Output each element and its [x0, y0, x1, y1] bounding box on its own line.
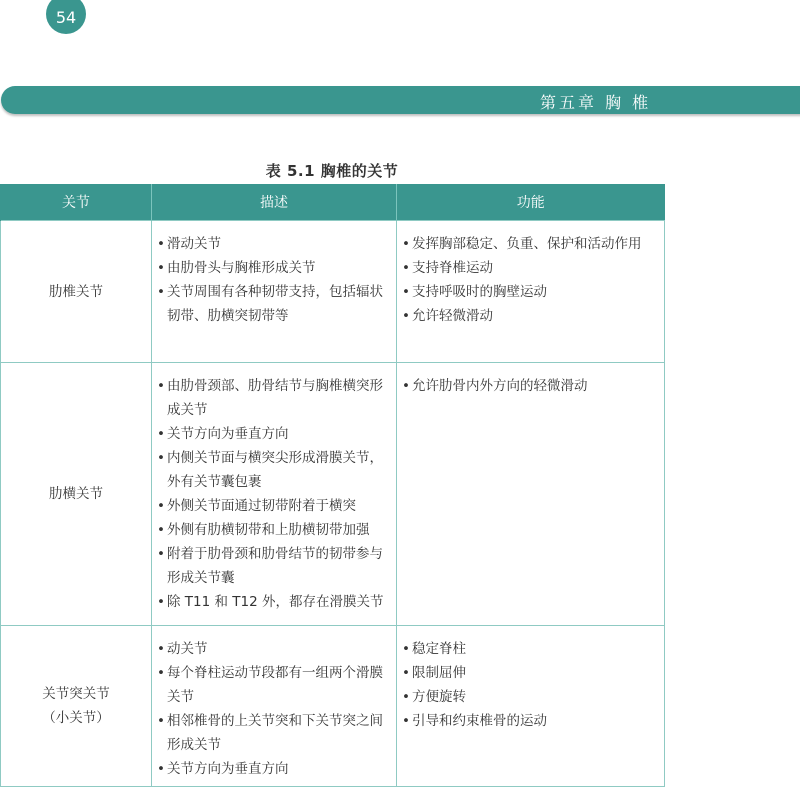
list-item: • 支持脊椎运动	[402, 256, 660, 280]
joint-name-cell	[1, 363, 152, 626]
table-row	[1, 626, 665, 787]
page-number: 54	[55, 7, 77, 27]
list-item: • 关节方向为垂直方向	[157, 422, 392, 446]
joint-name: 肋横关节	[49, 486, 103, 502]
list-item: • 外侧有肋横韧带和上肋横韧带加强	[157, 518, 392, 542]
list-item: • 关节方向为垂直方向	[157, 757, 392, 781]
description-cell	[152, 221, 397, 363]
list-item: • 每个脊柱运动节段都有一组两个滑膜关节	[157, 661, 392, 709]
table-row	[1, 221, 665, 363]
table-header-row	[1, 184, 665, 221]
joint-name: 关节突关节	[42, 686, 110, 702]
chapter-title: 第五章 胸 椎	[540, 93, 652, 112]
function-list	[397, 626, 664, 733]
list-item: • 支持呼吸时的胸壁运动	[402, 280, 660, 304]
list-item: • 附着于肋骨颈和肋骨结节的韧带参与形成关节囊	[157, 542, 392, 590]
page-number-badge	[46, 0, 86, 34]
list-item: • 引导和约束椎骨的运动	[402, 709, 660, 733]
list-item: • 允许轻微滑动	[402, 304, 660, 328]
joint-name: 肋椎关节	[49, 283, 103, 300]
description-list	[152, 363, 396, 614]
description-list	[152, 221, 396, 328]
list-item: • 发挥胸部稳定、负重、保护和活动作用	[402, 232, 660, 256]
description-cell	[152, 363, 397, 626]
column-header-function: 功能	[397, 184, 665, 221]
list-item: • 动关节	[157, 637, 392, 661]
function-cell	[397, 221, 665, 363]
function-cell	[397, 626, 665, 787]
joint-name-cell	[1, 626, 152, 787]
list-item: • 由肋骨颈部、肋骨结节与胸椎横突形成关节	[157, 374, 392, 422]
list-item: • 相邻椎骨的上关节突和下关节突之间形成关节	[157, 709, 392, 757]
list-item: • 外侧关节面通过韧带附着于横突	[157, 494, 392, 518]
function-list	[397, 221, 664, 328]
column-header-description: 描述	[152, 184, 397, 221]
description-list	[152, 626, 396, 781]
list-item: • 允许肋骨内外方向的轻微滑动	[402, 374, 660, 398]
list-item: • 除 T11 和 T12 外，都存在滑膜关节	[157, 590, 392, 614]
chapter-header-bar	[1, 86, 800, 114]
list-item: • 由肋骨头与胸椎形成关节	[157, 256, 392, 280]
table-caption: 表 5.1 胸椎的关节	[265, 162, 399, 180]
function-cell	[397, 363, 665, 626]
list-item: • 稳定脊柱	[402, 637, 660, 661]
list-item: • 内侧关节面与横突尖形成滑膜关节，外有关节囊包裹	[157, 446, 392, 494]
description-cell	[152, 626, 397, 787]
table-row	[1, 363, 665, 626]
list-item: • 关节周围有各种韧带支持，包括辐状韧带、肋横突韧带等	[157, 280, 392, 328]
joint-name-alias: （小关节）	[42, 710, 110, 726]
joints-table	[0, 184, 665, 787]
function-list	[397, 363, 664, 398]
list-item: • 方便旋转	[402, 685, 660, 709]
list-item: • 限制屈伸	[402, 661, 660, 685]
column-header-joint: 关节	[1, 184, 152, 221]
list-item: • 滑动关节	[157, 232, 392, 256]
joint-name-cell	[1, 221, 152, 363]
